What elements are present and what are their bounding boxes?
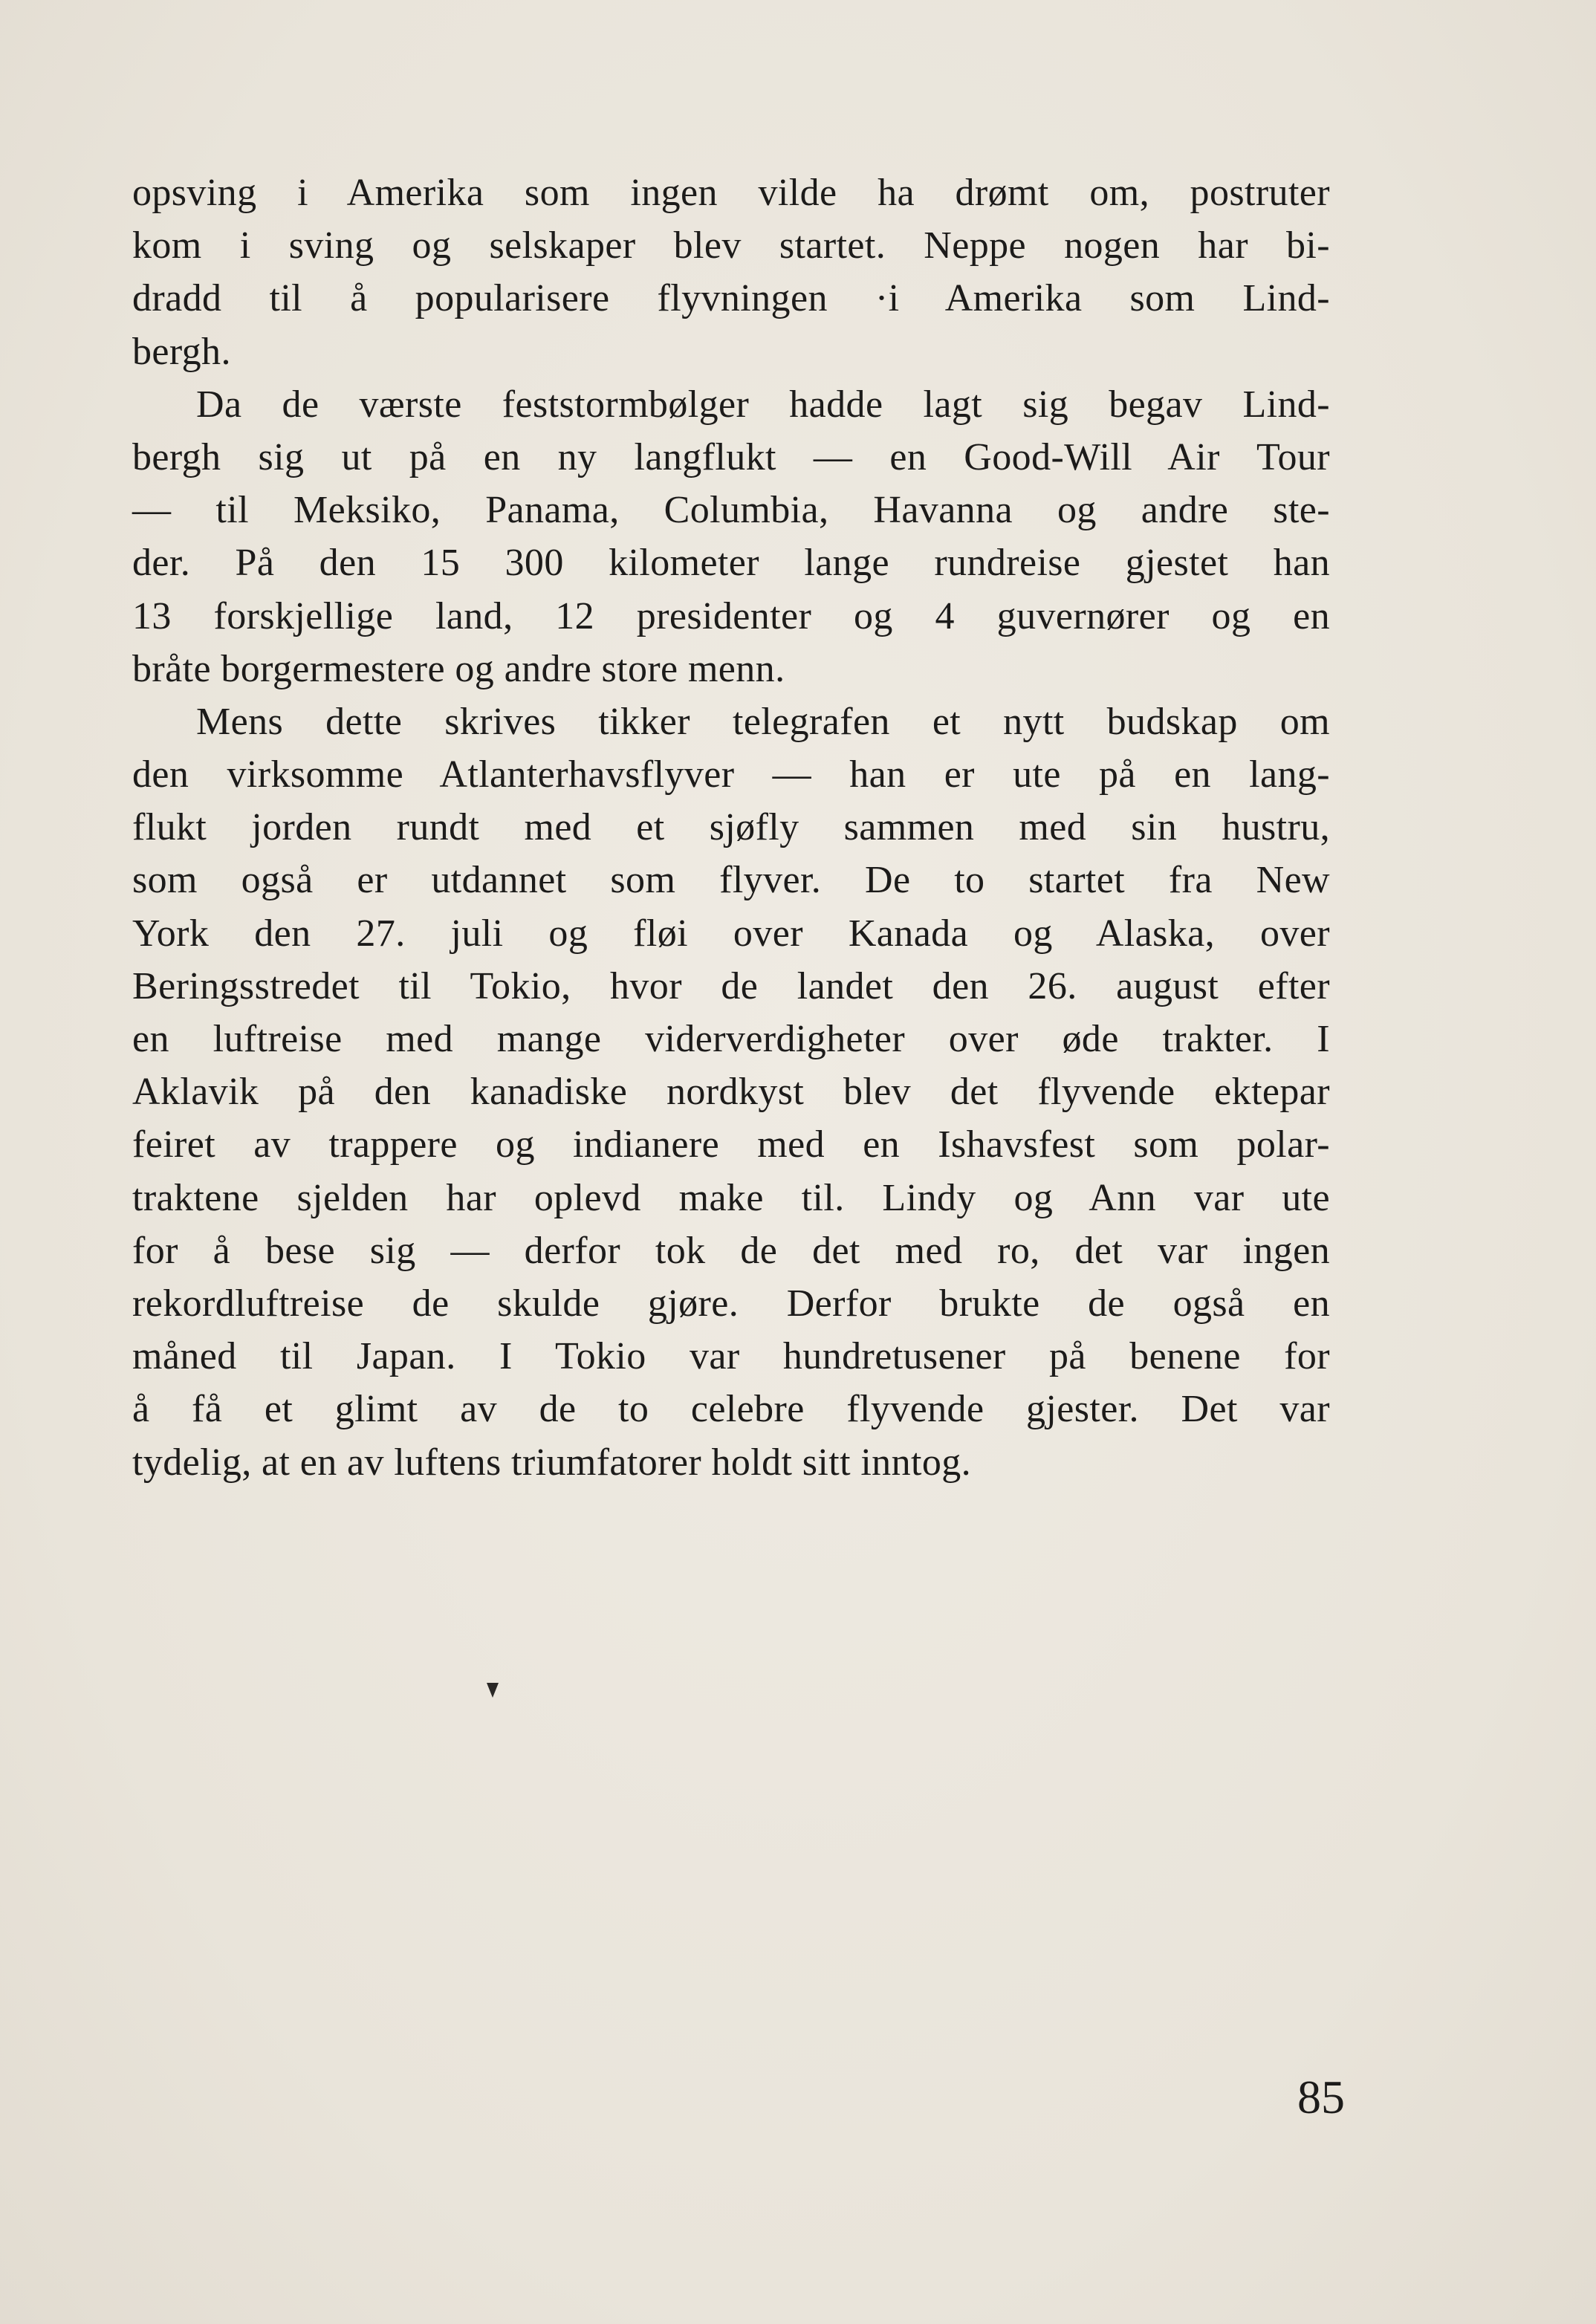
text-line: Beringsstredet til Tokio, hvor de landet den 26. august efter <box>132 964 1330 1007</box>
text-line: — til Meksiko, Panama, Columbia, Havanna og andre ste- <box>132 489 1330 532</box>
text-line: opsving i Amerika som ingen vilde ha drømt om, postruter <box>132 172 1330 214</box>
text-line: der. På den 15 300 kilometer lange rundreise gjestet han <box>132 542 1330 585</box>
text-line: for å bese sig — derfor tok de det med ro, det var ingen <box>132 1229 1330 1272</box>
paragraph-start-line: Da de værste feststormbølger hadde lagt sig begav Lind- <box>196 383 1330 426</box>
text-line: bergh sig ut på en ny langflukt — en Good-Will Air Tour <box>132 435 1330 478</box>
body-text <box>132 166 1330 1489</box>
text-line: bergh. <box>132 330 231 373</box>
text-line: å få et glimt av de to celebre flyvende gjester. Det var <box>132 1388 1330 1431</box>
text-line: dradd til å popularisere flyvningen ·i Amerika som Lind- <box>132 277 1330 320</box>
text-line: traktene sjelden har oplevd make til. Lindy og Ann var ute <box>132 1176 1330 1219</box>
text-line: kom i sving og selskaper blev startet. Neppe nogen har bi- <box>132 224 1330 267</box>
text-line: rekordluftreise de skulde gjøre. Derfor brukte de også en <box>132 1282 1330 1325</box>
text-line: måned til Japan. I Tokio var hundretusener på benene for <box>132 1335 1330 1378</box>
text-line: feiret av trappere og indianere med en Ishavsfest som polar- <box>132 1123 1330 1166</box>
text-line: bråte borgermestere og andre store menn. <box>132 647 785 690</box>
text-line: en luftreise med mange viderverdigheter over øde trakter. I <box>132 1018 1330 1060</box>
page-number: 85 <box>1297 2071 1345 2123</box>
text-line: som også er utdannet som flyver. De to startet fra New <box>132 859 1330 902</box>
text-line: flukt jorden rundt med et sjøfly sammen med sin hustru, <box>132 806 1330 849</box>
text-line: den virksomme Atlanterhavsflyver — han er ute på en lang- <box>132 753 1330 796</box>
text-line: tydelig, at en av luftens triumfatorer holdt sitt inntog. <box>132 1441 972 1484</box>
ornament-mark-icon <box>484 1681 501 1700</box>
paragraph-start-line: Mens dette skrives tikker telegrafen et nytt budskap om <box>196 700 1330 743</box>
text-line: Aklavik på den kanadiske nordkyst blev det flyvende ektepar <box>132 1071 1330 1114</box>
text-line: 13 forskjellige land, 12 presidenter og 4 guvernører og en <box>132 594 1330 637</box>
text-line: York den 27. juli og fløi over Kanada og Alaska, over <box>132 912 1330 955</box>
